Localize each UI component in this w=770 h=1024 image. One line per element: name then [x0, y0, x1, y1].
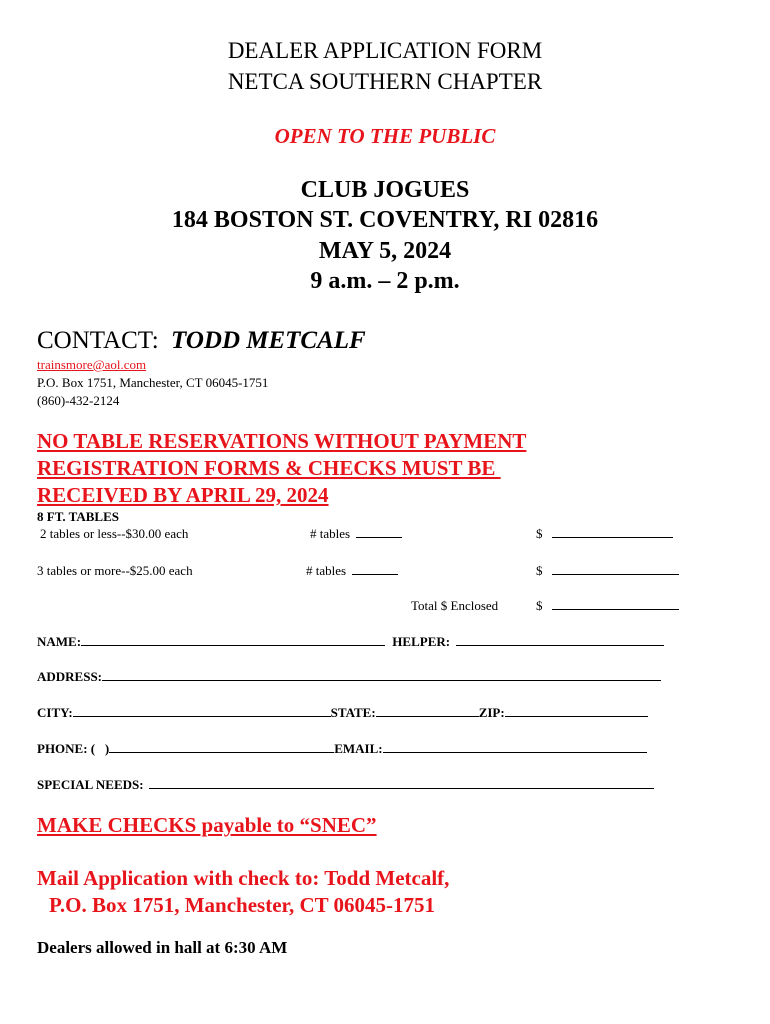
warning-line2: REGISTRATION FORMS & CHECKS MUST BE — [37, 456, 501, 480]
address-field[interactable] — [102, 679, 661, 681]
address-label: ADDRESS: — [37, 669, 103, 684]
contact-name: TODD METCALF — [171, 327, 366, 354]
table-option-2-count — [306, 563, 398, 579]
total-enclosed-amount — [536, 598, 679, 614]
total-enclosed-label: Total $ Enclosed — [411, 598, 499, 613]
special-needs-field[interactable] — [149, 787, 654, 789]
state-label: STATE: — [330, 705, 376, 720]
tables-count-blank-1[interactable] — [356, 536, 402, 538]
form-title: DEALER APPLICATION FORM — [227, 38, 543, 63]
table-option-1-count — [310, 526, 402, 542]
tables-heading: 8 FT. TABLES — [37, 509, 119, 524]
email-label: EMAIL: — [334, 741, 383, 756]
name-helper-row — [37, 634, 664, 650]
tables-count-blank-2[interactable] — [352, 573, 398, 575]
event-time: 9 a.m. – 2 p.m. — [310, 268, 460, 294]
dollar-sign: $ — [536, 563, 543, 578]
table-option-2-amount — [536, 563, 679, 579]
event-address: 184 BOSTON ST. COVENTRY, RI 02816 — [171, 207, 599, 233]
special-needs-row — [37, 777, 654, 793]
city-label: CITY: — [37, 705, 73, 720]
table-option-1-amount — [536, 526, 673, 542]
event-venue: CLUB JOGUES — [300, 177, 470, 203]
zip-label: ZIP: — [478, 705, 505, 720]
dollar-sign: $ — [536, 598, 543, 613]
amount-blank-2[interactable] — [552, 573, 679, 575]
contact-label: CONTACT: — [37, 327, 159, 354]
contact-email-link[interactable]: trainsmore@aol.com — [37, 357, 147, 372]
phone-email-row — [37, 741, 647, 757]
email-field[interactable] — [383, 751, 647, 753]
state-field[interactable] — [376, 715, 479, 717]
contact-phone: (860)-432-2124 — [37, 393, 120, 408]
mail-instructions-line1: Mail Application with check to: Todd Metcalf, — [37, 866, 450, 890]
table-option-1-label: 2 tables or less--$30.00 each — [40, 526, 189, 541]
warning-line1: NO TABLE RESERVATIONS WITHOUT PAYMENT — [37, 429, 527, 453]
city-field[interactable] — [73, 715, 331, 717]
phone-label: PHONE: ( ) — [37, 741, 110, 756]
contact-line — [37, 327, 366, 355]
amount-blank-1[interactable] — [552, 536, 673, 538]
contact-po-box: P.O. Box 1751, Manchester, CT 06045-1751 — [37, 375, 269, 390]
chapter-title: NETCA SOUTHERN CHAPTER — [227, 69, 543, 94]
checks-payable-note: MAKE CHECKS payable to “SNEC” — [37, 813, 377, 837]
open-notice: OPEN TO THE PUBLIC — [274, 124, 496, 148]
city-state-zip-row — [37, 705, 648, 721]
name-label: NAME: — [37, 634, 82, 649]
address-row — [37, 669, 661, 685]
helper-field[interactable] — [456, 644, 664, 646]
special-needs-label: SPECIAL NEEDS: — [37, 777, 144, 792]
tables-count-label: # tables — [306, 563, 347, 578]
table-option-2-label: 3 tables or more--$25.00 each — [37, 563, 193, 578]
zip-field[interactable] — [505, 715, 648, 717]
phone-field[interactable] — [109, 751, 334, 753]
mail-instructions-line2: P.O. Box 1751, Manchester, CT 06045-1751 — [49, 893, 435, 917]
dealers-hall-note: Dealers allowed in hall at 6:30 AM — [37, 938, 288, 957]
name-field[interactable] — [81, 644, 385, 646]
helper-label: HELPER: — [392, 634, 451, 649]
tables-count-label: # tables — [310, 526, 351, 541]
warning-line3: RECEIVED BY APRIL 29, 2024 — [37, 483, 329, 507]
dollar-sign: $ — [536, 526, 543, 541]
total-blank[interactable] — [552, 608, 679, 610]
event-date: MAY 5, 2024 — [318, 238, 452, 264]
